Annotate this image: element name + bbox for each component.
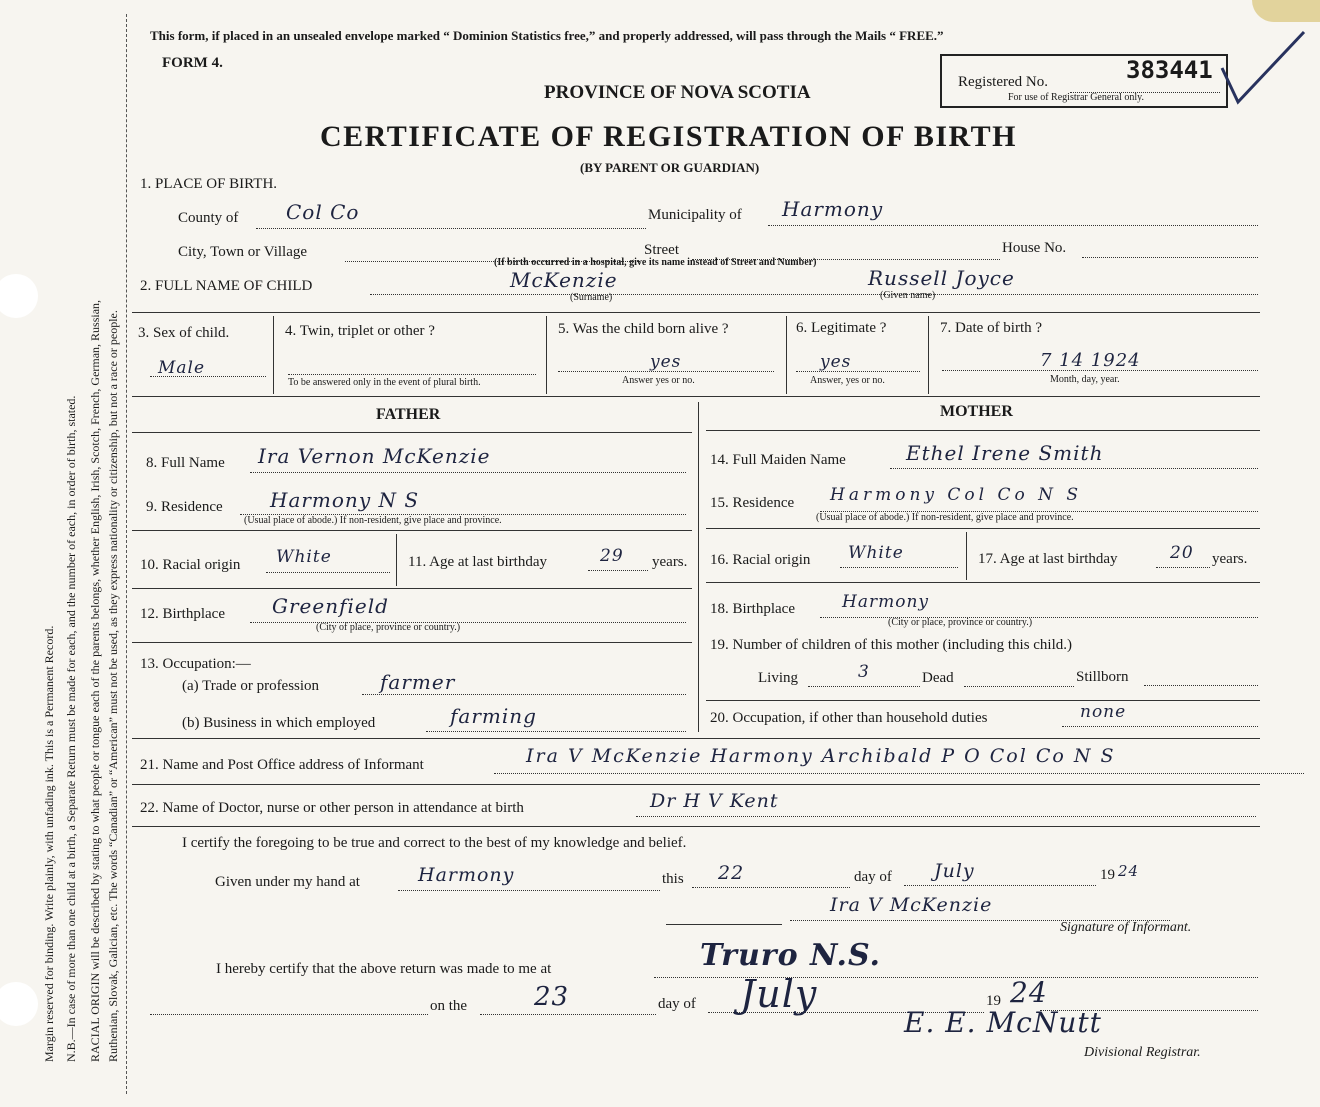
father-heading: FATHER	[376, 406, 441, 423]
margin-text-1: Margin reserved for binding. Write plainly, with unfading ink. This is a Permanent Record.	[42, 625, 56, 1062]
registered-number: 383441	[1126, 56, 1213, 84]
margin-line	[126, 14, 127, 1094]
living-label: Living	[758, 670, 798, 686]
certificate-subtitle: (BY PARENT OR GUARDIAN)	[580, 160, 760, 175]
mother-age-label: 17. Age at last birthday	[978, 551, 1118, 567]
father-birthplace-value: Greenfield	[272, 594, 389, 618]
twin-label: 4. Twin, triplet or other ?	[285, 323, 435, 339]
father-age-value: 29	[600, 546, 624, 566]
father-birthplace-label: 12. Birthplace	[140, 606, 225, 622]
binding-hole-top	[0, 274, 38, 318]
informant-label: 21. Name and Post Office address of Informant	[140, 757, 424, 773]
given-year-value: 24	[1118, 862, 1140, 880]
registrar-signature: E. E. McNutt	[904, 1006, 1102, 1039]
registrar-year-prefix: 19	[986, 993, 1001, 1009]
mother-birthplace-value: Harmony	[842, 592, 929, 612]
county-value: Col Co	[286, 200, 360, 224]
registrar-month-value: July	[740, 972, 818, 1016]
father-residence-value: Harmony N S	[270, 488, 420, 512]
given-name-caption: (Given name)	[880, 290, 936, 301]
municipality-value: Harmony	[782, 197, 884, 221]
mother-heading: MOTHER	[940, 403, 1013, 420]
margin-text-4: Ruthenian, Slovak, Galician, etc. The words “Canadian” or “American” must not be used, as they express nationality or citizenship, but not a race or people.	[106, 310, 120, 1062]
mail-notice: This form, if placed in an unsealed envelope marked “ Dominion Statistics free,” and properly addressed, will pass through the Mails “ FREE.”	[150, 28, 944, 43]
county-label: County of	[178, 210, 239, 226]
dob-note: Month, day, year.	[1050, 374, 1120, 385]
province-title: PROVINCE OF NOVA SCOTIA	[544, 82, 811, 103]
mother-years: years.	[1212, 551, 1248, 567]
registrar-statement: I hereby certify that the above return was made to me at	[216, 961, 552, 977]
given-day-of-label: day of	[854, 869, 892, 885]
given-year-prefix: 19	[1100, 867, 1115, 883]
father-business-value: farming	[450, 704, 537, 728]
sex-value: Male	[158, 358, 206, 378]
mother-age-value: 20	[1170, 543, 1194, 563]
father-name-value: Ira Vernon McKenzie	[258, 444, 491, 468]
mother-name-label: 14. Full Maiden Name	[710, 452, 846, 468]
street-label: Street	[644, 242, 679, 258]
margin-text-2: N.B.—In case of more than one child at a birth, a Separate Return must be made for each, and the number of each, in order of birth, stated.	[64, 395, 78, 1062]
place-heading: 1. PLACE OF BIRTH.	[140, 176, 278, 192]
dob-value: 7 14 1924	[1040, 350, 1141, 371]
doctor-value: Dr H V Kent	[650, 790, 779, 812]
legitimate-note: Answer, yes or no.	[810, 375, 885, 386]
registrar-only-note: For use of Registrar General only.	[1008, 92, 1144, 103]
father-trade-label: (a) Trade or profession	[182, 678, 320, 694]
alive-value: yes	[650, 352, 682, 372]
registrar-signature-caption: Divisional Registrar.	[1084, 1045, 1201, 1060]
father-race-value: White	[276, 547, 332, 567]
alive-note: Answer yes or no.	[622, 375, 695, 386]
surname-caption: (Surname)	[570, 292, 613, 303]
given-label: Given under my hand at	[215, 874, 360, 890]
twin-note: To be answered only in the event of plural birth.	[288, 377, 481, 388]
child-surname-value: McKenzie	[510, 268, 618, 292]
this-label: this	[662, 871, 684, 887]
living-value: 3	[858, 662, 870, 682]
margin-text-3: RACIAL ORIGIN will be described by stating to what people or tongue each of the parents belongs, whether English, Irish, Scotch, French, German, Russian,	[88, 299, 102, 1062]
child-name-label: 2. FULL NAME OF CHILD	[140, 278, 313, 294]
corner-stain	[1252, 0, 1320, 22]
registrar-place-value: Truro N.S.	[700, 938, 882, 973]
father-age-label: 11. Age at last birthday	[408, 554, 547, 570]
father-trade-value: farmer	[380, 670, 456, 694]
doctor-label: 22. Name of Doctor, nurse or other person in attendance at birth	[140, 800, 524, 816]
informant-value: Ira V McKenzie Harmony Archibald P O Col Co N S	[526, 745, 1116, 767]
legitimate-label: 6. Legitimate ?	[796, 320, 887, 336]
legitimate-value: yes	[820, 352, 852, 372]
mother-occupation-label: 20. Occupation, if other than household duties	[710, 710, 988, 726]
registered-label: Registered No.	[958, 74, 1048, 90]
city-label: City, Town or Village	[178, 244, 308, 260]
dob-label: 7. Date of birth ?	[940, 320, 1043, 336]
father-residence-note: (Usual place of abode.) If non-resident, give place and province.	[244, 515, 502, 526]
father-birthplace-note: (City of place, province or country.)	[316, 622, 461, 633]
mother-birthplace-label: 18. Birthplace	[710, 601, 795, 617]
binding-hole-bottom	[0, 982, 38, 1026]
form-number: FORM 4.	[162, 55, 223, 71]
informant-signature-caption: Signature of Informant.	[1060, 920, 1192, 935]
child-given-value: Russell Joyce	[868, 266, 1015, 290]
mother-race-value: White	[848, 543, 904, 563]
registrar-day-value: 23	[534, 982, 570, 1012]
mother-residence-label: 15. Residence	[710, 495, 795, 511]
informant-signature: Ira V McKenzie	[830, 894, 993, 916]
mother-name-value: Ethel Irene Smith	[906, 441, 1104, 465]
mother-birthplace-note: (City or place, province or country.)	[888, 617, 1033, 628]
mother-occupation-value: none	[1080, 702, 1127, 722]
father-race-label: 10. Racial origin	[140, 557, 241, 573]
registrar-year-value: 24	[1010, 976, 1048, 1009]
father-name-label: 8. Full Name	[146, 455, 225, 471]
hospital-note: (If birth occurred in a hospital, give its name instead of Street and Number)	[494, 257, 817, 268]
registrar-day-of-label: day of	[658, 996, 696, 1012]
house-label: House No.	[1002, 240, 1067, 256]
father-residence-label: 9. Residence	[146, 499, 223, 515]
dead-label: Dead	[922, 670, 954, 686]
municipality-label: Municipality of	[648, 207, 742, 223]
mother-race-label: 16. Racial origin	[710, 552, 811, 568]
mother-children-label: 19. Number of children of this mother (including this child.)	[710, 637, 1073, 653]
on-the-label: on the	[430, 998, 468, 1014]
father-years: years.	[652, 554, 688, 570]
father-business-label: (b) Business in which employed	[182, 715, 376, 731]
certificate-title: CERTIFICATE OF REGISTRATION OF BIRTH	[320, 120, 1017, 153]
given-place-value: Harmony	[418, 864, 515, 886]
alive-label: 5. Was the child born alive ?	[558, 321, 729, 337]
certify-statement: I certify the foregoing to be true and correct to the best of my knowledge and belief.	[182, 835, 687, 851]
mother-residence-value: Harmony Col Co N S	[830, 485, 1083, 505]
check-mark-icon	[1218, 28, 1308, 108]
sex-label: 3. Sex of child.	[138, 325, 230, 341]
mother-residence-note: (Usual place of abode.) If non-resident, give place and province.	[816, 512, 1074, 523]
stillborn-label: Stillborn	[1076, 669, 1129, 685]
father-occupation-label: 13. Occupation:—	[140, 656, 251, 672]
given-day-value: 22	[718, 862, 745, 884]
given-month-value: July	[934, 860, 975, 882]
